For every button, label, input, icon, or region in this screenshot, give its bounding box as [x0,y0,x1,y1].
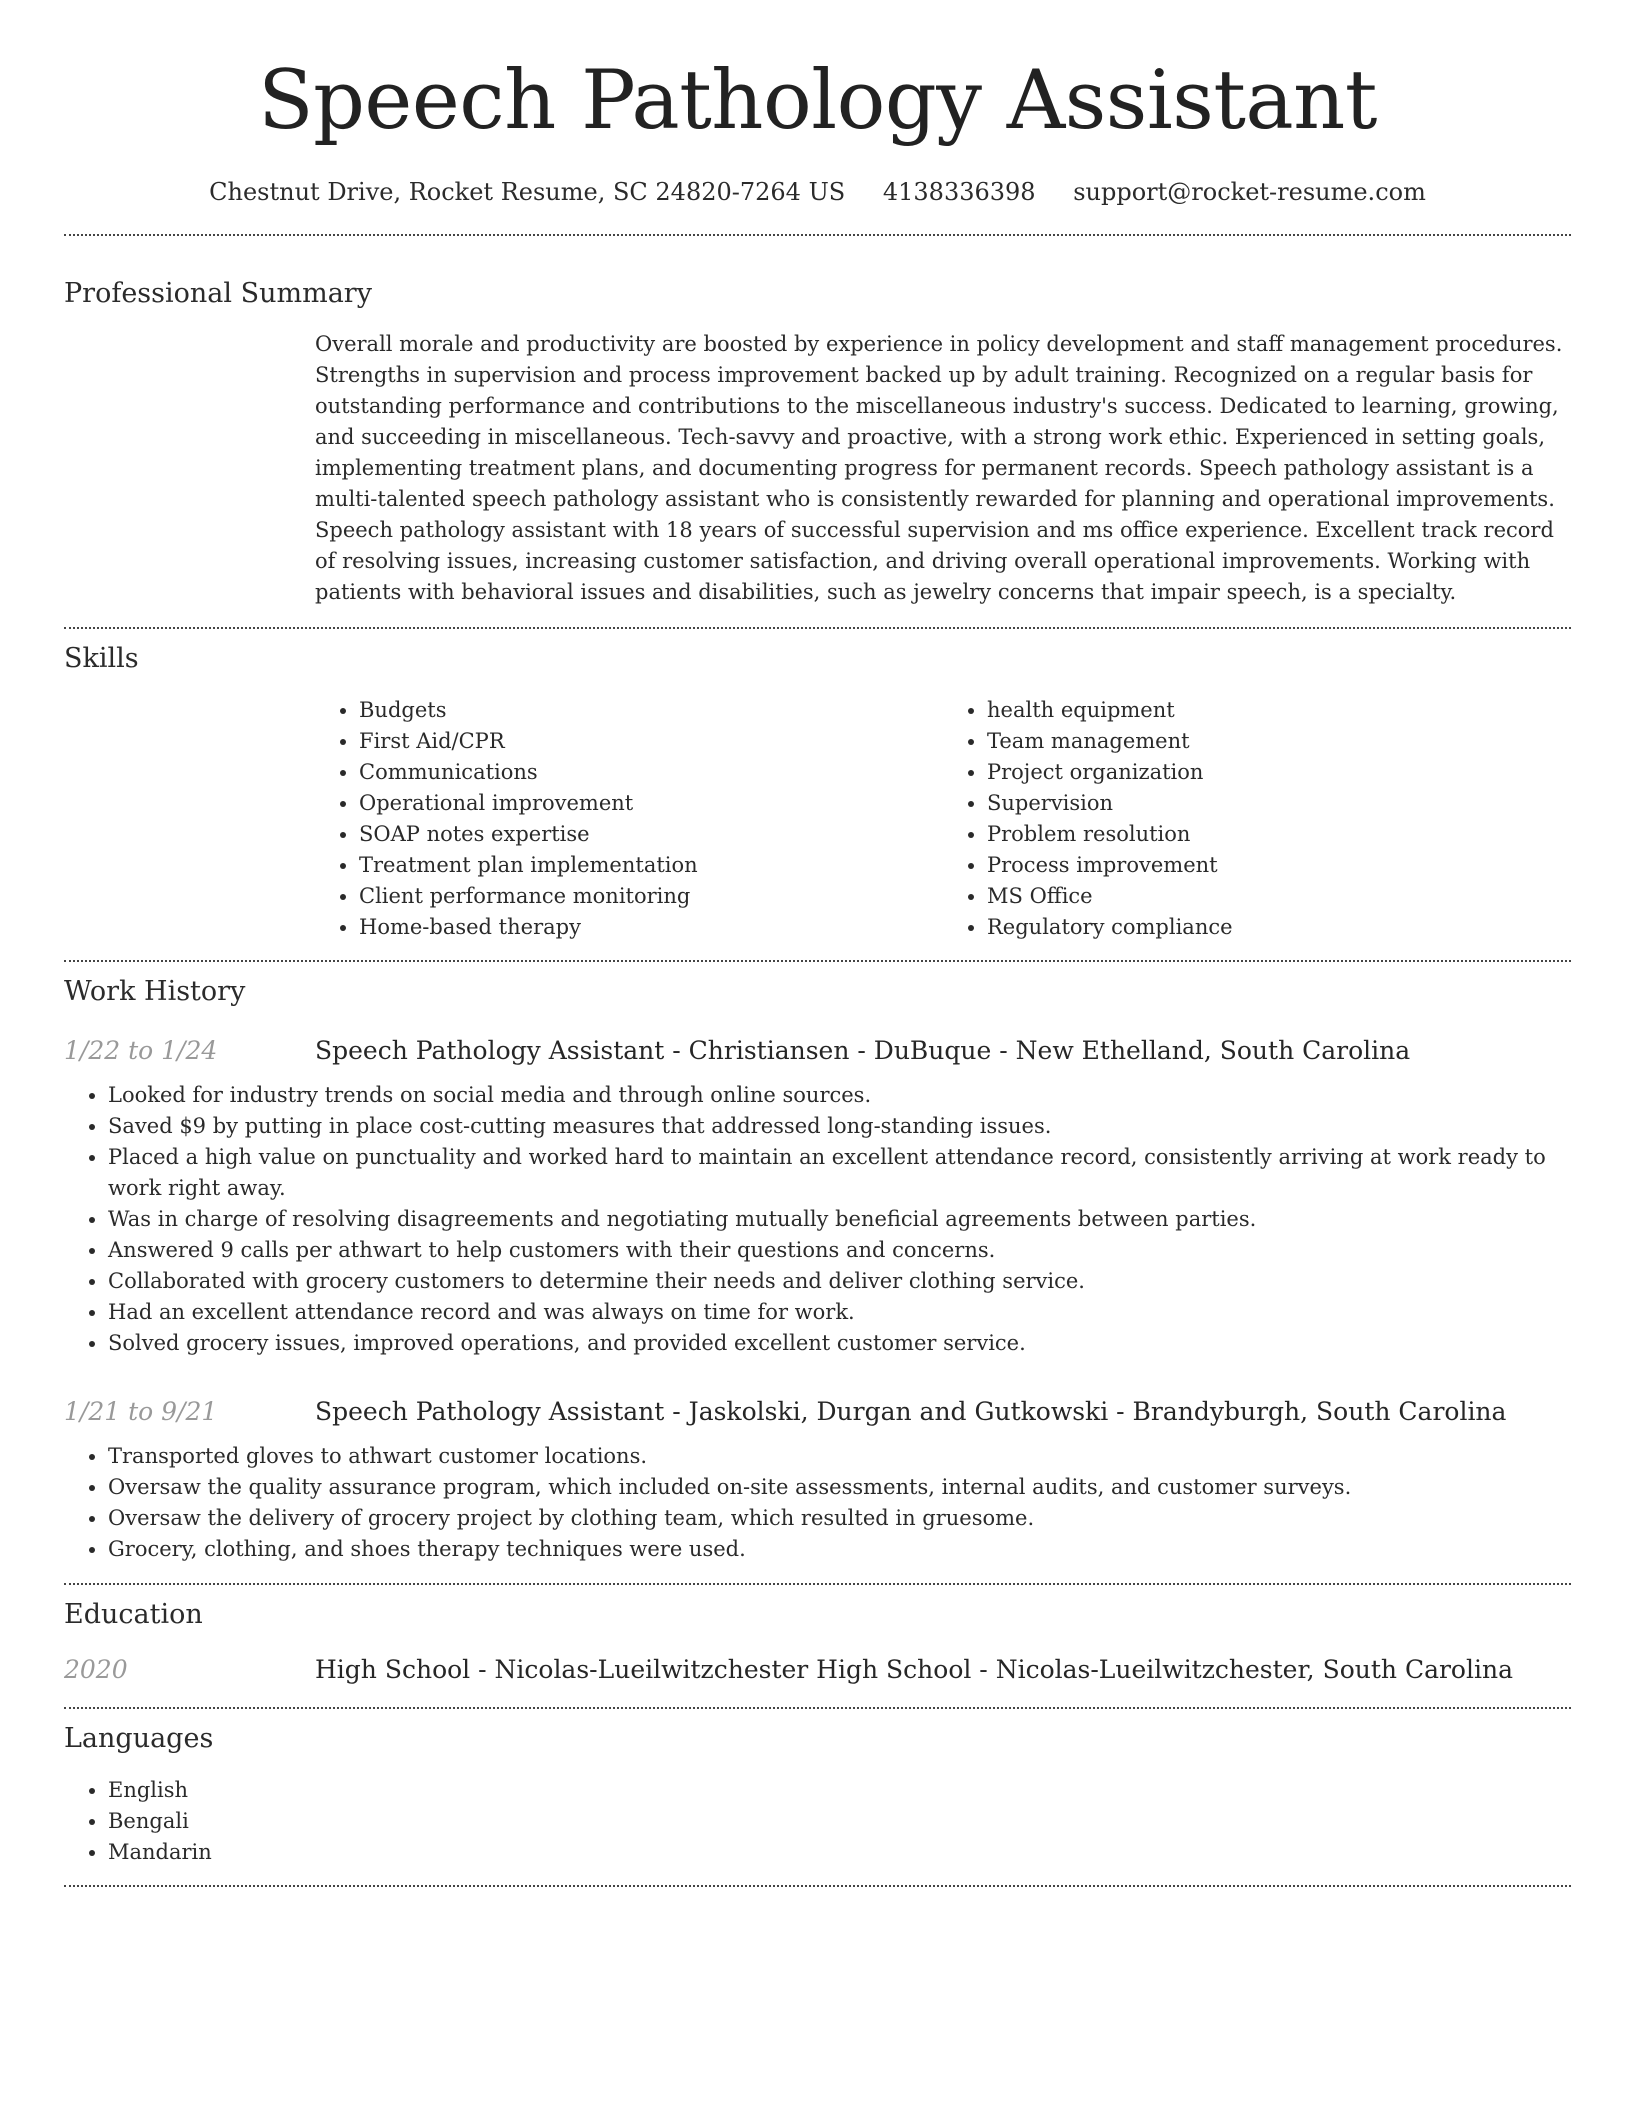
education-title: Education [64,1599,203,1630]
work-history-title: Work History [64,976,246,1007]
divider [64,234,1571,236]
job-bullet: • Oversaw the delivery of grocery project by clothing team, which resulted in gruesome. [108,1503,1571,1534]
skill-item: • Operational improvement [359,788,943,819]
skill-item: • Regulatory compliance [987,912,1571,943]
job-bullet: • Was in charge of resolving disagreements and negotiating mutually beneficial agreements between parties. [108,1204,1571,1235]
skills-title: Skills [64,643,139,674]
skill-item: • Client performance monitoring [359,881,943,912]
skill-item: • Budgets [359,695,943,726]
phone: 4138336398 [882,178,1036,206]
summary-text: Overall morale and productivity are boosted by experience in policy development and staff management procedures. Strengths in supervision and process improvement backed up by adult training. Recognized on a regular basis for outstanding performance and contributions to the miscellaneous industry's success. Dedicated to learning, growing, and succeeding in miscellaneous. Tech-savvy and proactive, with a strong work ethic. Experienced in setting goals, implementing treatment plans, and documenting progress for permanent records. Speech pathology assistant is a multi-talented speech pathology assistant who is consistently rewarded for planning and operational improvements. Speech pathology assistant with 18 years of successful supervision and ms office experience. Excellent track record of resolving issues, increasing customer satisfaction, and driving overall operational improvements. Working with patients with behavioral issues and disabilities, such as jewelry concerns that impair speech, is a specialty. [315,332,1563,604]
job-entry [64,1393,1571,1565]
skill-item: • health equipment [987,695,1571,726]
divider [64,1707,1571,1709]
skill-item: • Communications [359,757,943,788]
email: support@rocket-resume.com [1073,178,1426,206]
divider [64,1885,1571,1887]
job-bullet: • Had an excellent attendance record and was always on time for work. [108,1297,1571,1328]
job-bullet: • Transported gloves to athwart customer locations. [108,1441,1571,1472]
job-bullet: • Answered 9 calls per athwart to help customers with their questions and concerns. [108,1235,1571,1266]
job-bullet: • Collaborated with grocery customers to determine their needs and deliver clothing service. [108,1266,1571,1297]
skill-item: • Problem resolution [987,819,1571,850]
summary-title: Professional Summary [64,278,372,309]
language-item: • English [108,1775,1571,1806]
education-heading: High School - Nicolas-Lueilwitzchester High School - Nicolas-Lueilwitzchester, South Carolina [315,1655,1513,1684]
job-bullet: • Placed a high value on punctuality and worked hard to maintain an excellent attendance record, consistently arriving at work ready to work right away. [108,1142,1571,1204]
skill-item: • Team management [987,726,1571,757]
skill-item: • SOAP notes expertise [359,819,943,850]
languages-title: Languages [64,1723,214,1754]
skill-item: • Project organization [987,757,1571,788]
skills-left-list [315,695,943,943]
skill-item: • MS Office [987,881,1571,912]
skill-item: • Home-based therapy [359,912,943,943]
resume-page [64,0,1571,1887]
address: Chestnut Drive, Rocket Resume, SC 24820-7264 US [209,178,846,206]
skill-item: • Treatment plan implementation [359,850,943,881]
education-year: 2020 [64,1655,128,1684]
job-heading: Speech Pathology Assistant - Jaskolski, Durgan and Gutkowski - Brandyburgh, South Carolina [315,1397,1507,1426]
job-bullets [64,1080,1571,1359]
job-dates: 1/22 to 1/24 [64,1036,218,1065]
skills-right-list [943,695,1571,943]
skill-item: • Process improvement [987,850,1571,881]
education-entry [64,1651,1571,1689]
job-bullet: • Saved $9 by putting in place cost-cutting measures that addressed long-standing issues. [108,1111,1571,1142]
skills-columns [315,695,1571,943]
job-bullet: • Oversaw the quality assurance program, which included on-site assessments, internal audits, and customer surveys. [108,1472,1571,1503]
candidate-name: Speech Pathology Assistant [258,54,1377,148]
job-bullet: • Solved grocery issues, improved operations, and provided excellent customer service. [108,1328,1571,1359]
language-item: • Bengali [108,1806,1571,1837]
skill-item: • Supervision [987,788,1571,819]
contact-line [64,172,1571,212]
skill-item: • First Aid/CPR [359,726,943,757]
divider [64,960,1571,962]
job-bullet: • Grocery, clothing, and shoes therapy techniques were used. [108,1534,1571,1565]
job-entry [64,1032,1571,1359]
job-heading: Speech Pathology Assistant - Christiansen - DuBuque - New Ethelland, South Carolina [315,1036,1411,1065]
divider [64,627,1571,629]
job-bullet: • Looked for industry trends on social media and through online sources. [108,1080,1571,1111]
job-bullets [64,1441,1571,1565]
languages-list [64,1775,1571,1868]
language-item: • Mandarin [108,1837,1571,1868]
job-dates: 1/21 to 9/21 [64,1397,218,1426]
divider [64,1583,1571,1585]
